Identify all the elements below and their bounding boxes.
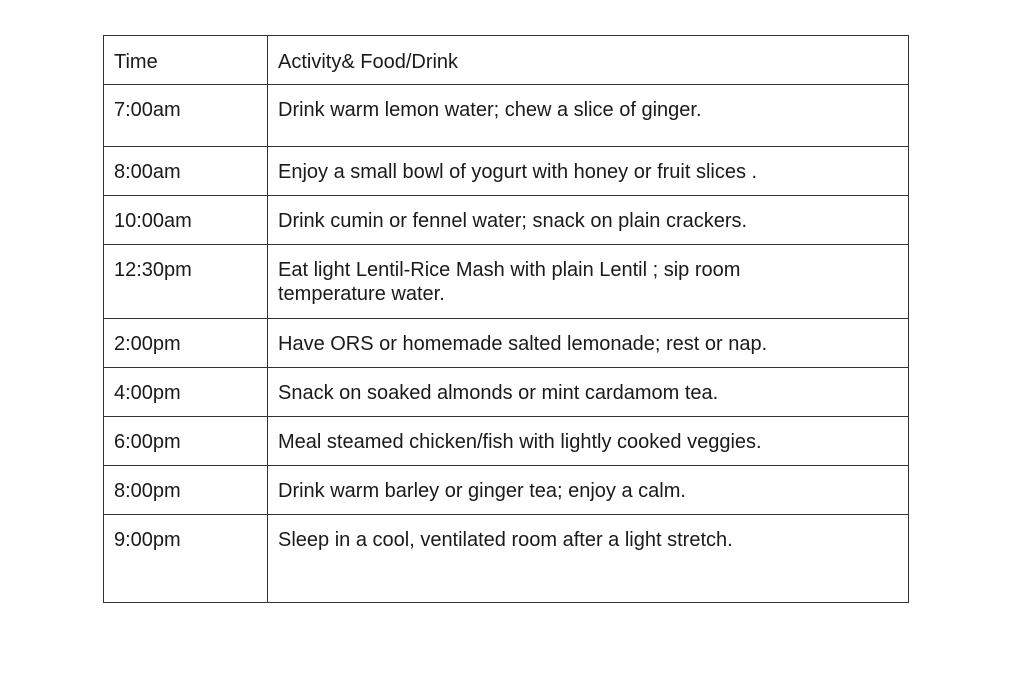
activity-cell: Eat light Lentil-Rice Mash with plain Lentil ; sip room temperature water. <box>268 245 909 319</box>
table-row <box>104 245 909 319</box>
table-row <box>104 85 909 147</box>
activity-cell: Drink warm lemon water; chew a slice of ginger. <box>268 85 909 147</box>
table-row <box>104 147 909 196</box>
activity-cell: Snack on soaked almonds or mint cardamom tea. <box>268 368 909 417</box>
time-cell: 12:30pm <box>104 245 268 319</box>
activity-cell: Drink cumin or fennel water; snack on plain crackers. <box>268 196 909 245</box>
header-activity: Activity& Food/Drink <box>268 36 909 85</box>
time-cell: 8:00am <box>104 147 268 196</box>
table-header-row <box>104 36 909 85</box>
table-row <box>104 368 909 417</box>
activity-cell: Have ORS or homemade salted lemonade; rest or nap. <box>268 319 909 368</box>
table-row <box>104 466 909 515</box>
time-cell: 6:00pm <box>104 417 268 466</box>
table-row <box>104 319 909 368</box>
table-row <box>104 515 909 603</box>
activity-cell: Enjoy a small bowl of yogurt with honey or fruit slices . <box>268 147 909 196</box>
time-cell: 7:00am <box>104 85 268 147</box>
time-cell: 8:00pm <box>104 466 268 515</box>
table-row <box>104 417 909 466</box>
time-cell: 2:00pm <box>104 319 268 368</box>
table-row <box>104 196 909 245</box>
time-cell: 4:00pm <box>104 368 268 417</box>
schedule-table <box>103 35 909 603</box>
activity-cell: Sleep in a cool, ventilated room after a light stretch. <box>268 515 909 603</box>
time-cell: 9:00pm <box>104 515 268 603</box>
header-time: Time <box>104 36 268 85</box>
time-cell: 10:00am <box>104 196 268 245</box>
activity-cell: Meal steamed chicken/fish with lightly cooked veggies. <box>268 417 909 466</box>
activity-cell: Drink warm barley or ginger tea; enjoy a calm. <box>268 466 909 515</box>
